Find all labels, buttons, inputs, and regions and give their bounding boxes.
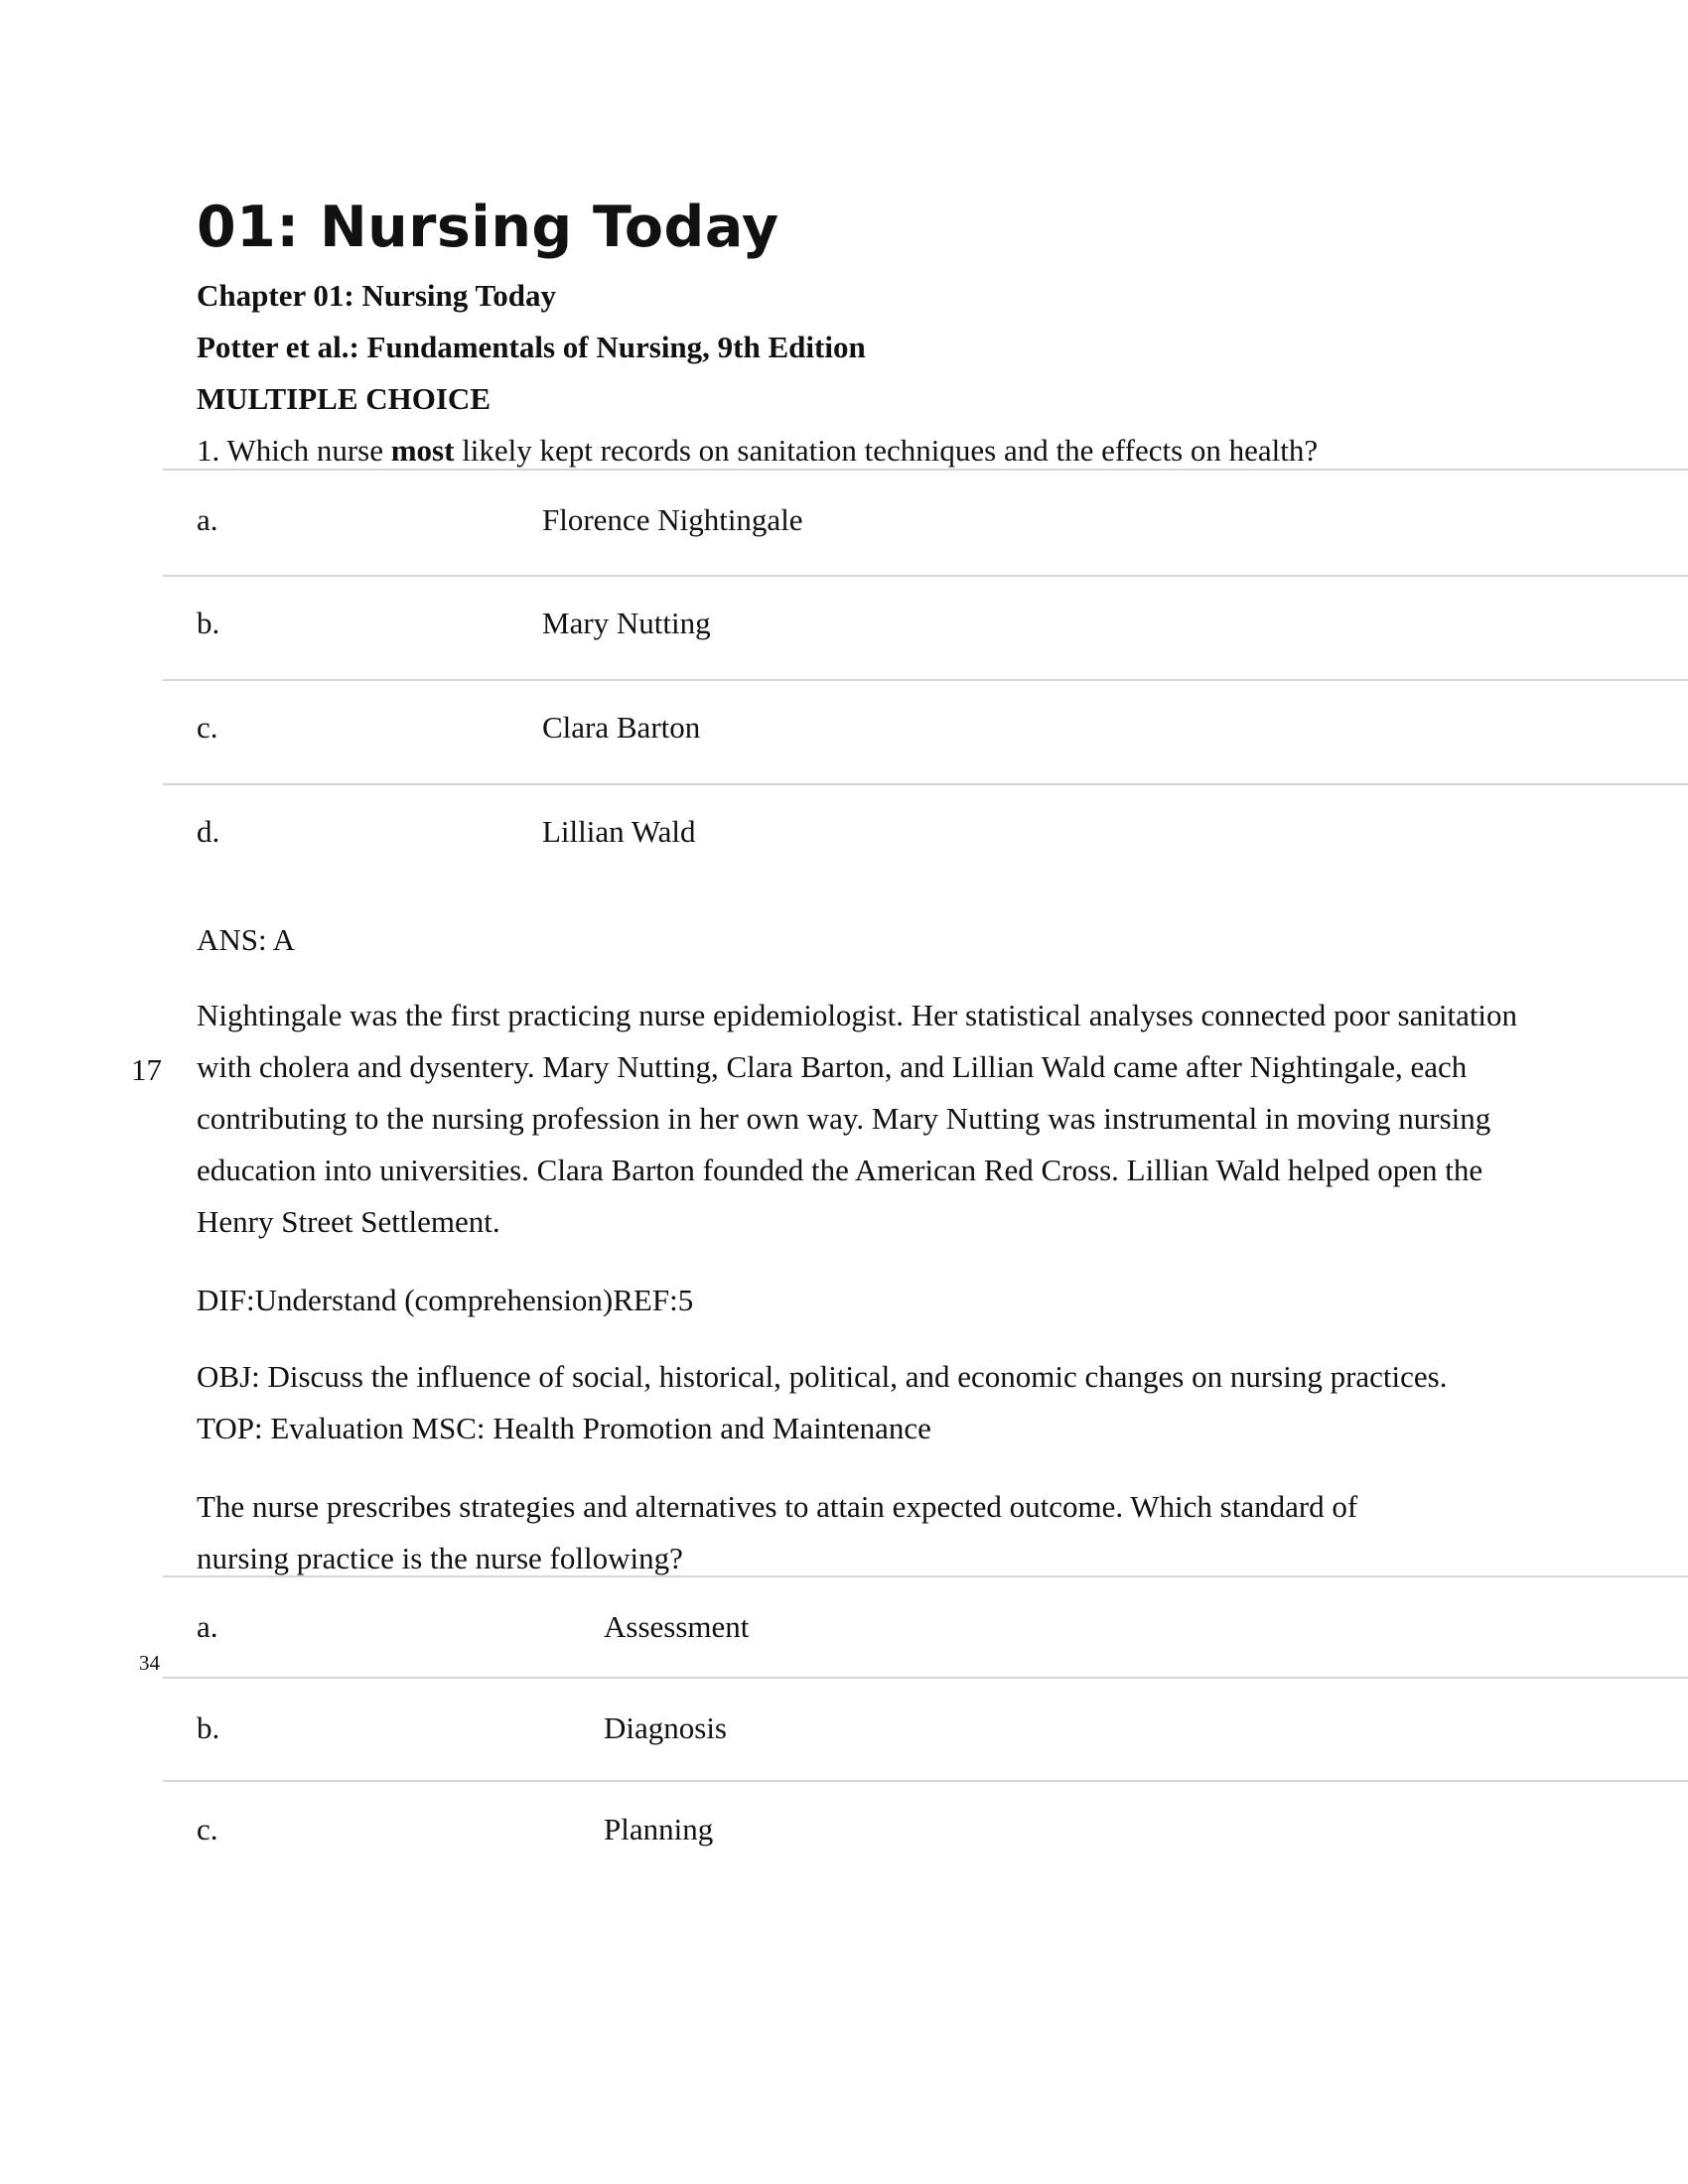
question-2-stem: The nurse prescribes strategies and alternatives to attain expected outcome. Which standard of nursing practice is the nurse following?: [197, 1489, 1358, 1575]
question-1-suffix: likely kept records on sanitation techniques and the effects on health?: [454, 433, 1319, 468]
option-divider: [163, 1575, 1688, 1577]
line-number: 34: [139, 1651, 160, 1675]
rationale-paragraph: Nightingale was the first practicing nurse epidemiologist. Her statistical analyses connected poor sanitation with cholera and dysentery. Mary Nutting, Clara Barton, and Lillian Wald came after Nightingale, each contributing to the nursing profession in her own way. Mary Nutting was instrumental in moving nursing education into universities. Clara Barton founded the American Red Cross. Lillian Wald helped open the Henry Street Settlement.: [197, 998, 1518, 1239]
option-text: Diagnosis: [604, 1710, 727, 1745]
chapter-heading: Chapter 01: Nursing Today: [197, 278, 557, 313]
option-divider: [163, 469, 1688, 471]
page-title: 01: Nursing Today: [197, 195, 779, 260]
question-1-prefix: 1. Which nurse: [197, 433, 391, 468]
option-letter: a.: [197, 1609, 218, 1644]
option-divider: [163, 679, 1688, 681]
option-letter: d.: [197, 814, 220, 849]
option-letter: c.: [197, 1812, 218, 1846]
option-text: Planning: [604, 1812, 714, 1846]
section-heading: MULTIPLE CHOICE: [197, 381, 491, 416]
option-divider: [163, 575, 1688, 577]
option-letter: b.: [197, 606, 220, 640]
option-text: Lillian Wald: [542, 814, 696, 849]
objective-text: OBJ: Discuss the influence of social, historical, political, and economic changes on nursing practices.: [197, 1359, 1448, 1394]
topic-text: TOP: Evaluation MSC: Health Promotion and Maintenance: [197, 1411, 931, 1445]
option-divider: [163, 1780, 1688, 1782]
question-1-stem: [197, 431, 1318, 471]
answer-key: ANS: A: [197, 922, 296, 957]
option-letter: c.: [197, 710, 218, 745]
option-letter: b.: [197, 1710, 220, 1745]
option-text: Mary Nutting: [542, 606, 711, 640]
option-text: Assessment: [604, 1609, 750, 1644]
option-divider: [163, 783, 1688, 785]
option-text: Florence Nightingale: [542, 502, 803, 537]
option-letter: a.: [197, 502, 218, 537]
difficulty-reference: DIF:Understand (comprehension)REF:5: [197, 1283, 694, 1317]
book-heading: Potter et al.: Fundamentals of Nursing, 9th Edition: [197, 330, 866, 364]
line-number: 17: [131, 1052, 162, 1087]
question-1-emphasis: most: [390, 433, 455, 468]
option-divider: [163, 1677, 1688, 1679]
option-text: Clara Barton: [542, 710, 701, 745]
